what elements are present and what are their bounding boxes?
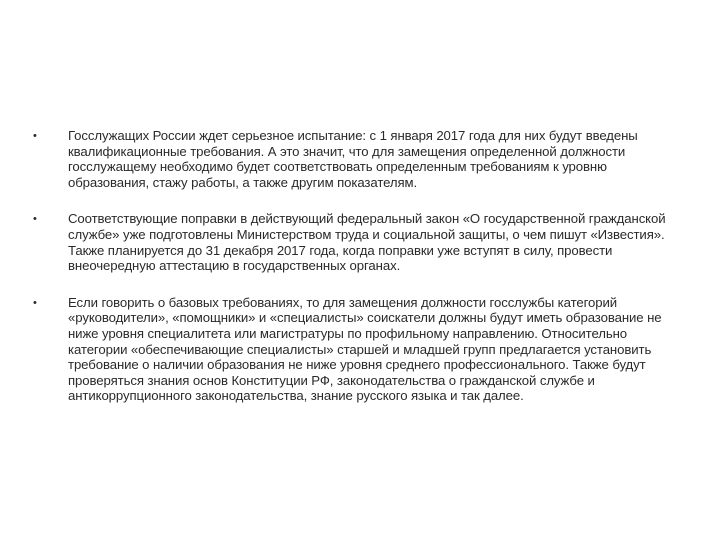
- bullet-text: Соответствующие поправки в действующий федеральный закон «О государственной гражданской службе» уже подготовлены Министерством труда и социальной защиты, о чем пишут «Известия». Также планируется до 31 декабря 2017 года, когда поправки уже вступят в силу, провести внеочередную аттестацию в государственных органах.: [68, 211, 666, 274]
- bullet-marker: •: [33, 130, 37, 142]
- bullet-marker: •: [33, 213, 37, 226]
- bullet-item-1: [30, 128, 680, 190]
- bullet-item-3: [30, 295, 680, 404]
- bullet-marker: •: [33, 296, 37, 309]
- bullet-item-2: [30, 211, 680, 273]
- bullet-list: [30, 128, 680, 425]
- bullet-text: Если говорить о базовых требованиях, то для замещения должности госслужбы категорий «руководители», «помощники» и «специалисты» соискатели должны будут иметь образование не ниже уровня специалитета или магистратуры по профильному направлению. Относительно категории «обеспечивающие специалисты» старшей и младшей групп предлагается установить требование о наличии образования не ниже уровня среднего профессионального. Также будут проверяться знания основ Конституции РФ, законодательства о гражданской службе и антикоррупционного законодательства, знание русского языка и так далее.: [68, 294, 662, 404]
- bullet-text: Госслужащих России ждет серьезное испытание: с 1 января 2017 года для них будут введены квалификационные требования. А это значит, что для замещения определенной должности госслужащему необходимо будет соответствовать определенным требованиям к уровню образования, стажу работы, а также другим показателям.: [68, 128, 638, 190]
